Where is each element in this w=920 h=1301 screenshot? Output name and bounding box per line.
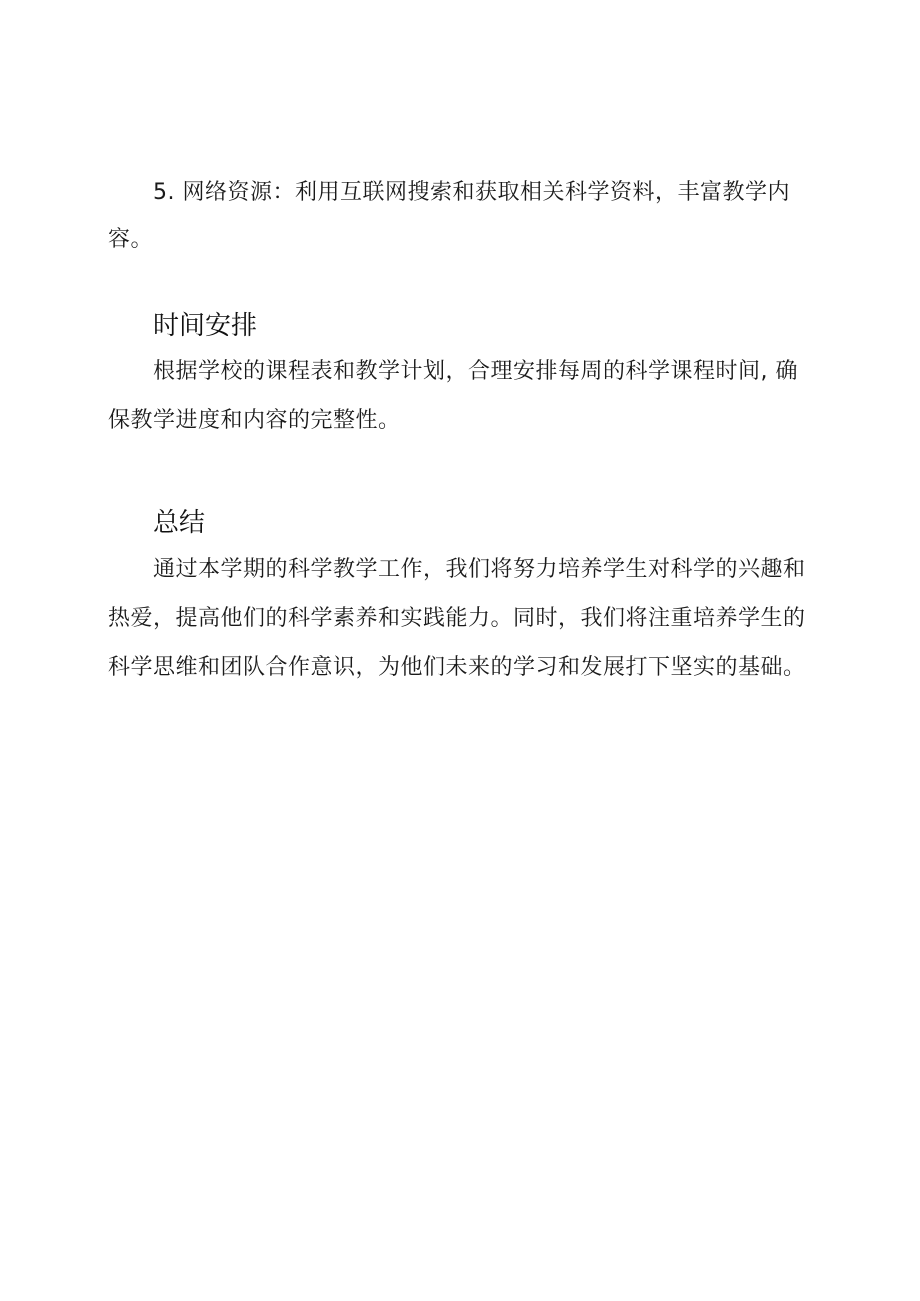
summary-paragraph-line-2: 热爱，提高他们的科学素养和实践能力。同时，我们将注重培养学生的: [108, 606, 806, 631]
network-resources-line-2: 容。: [108, 227, 154, 252]
network-resources-line-1: 5. 网络资源：利用互联网搜索和获取相关科学资料，丰富教学内: [153, 180, 790, 205]
summary-paragraph-line-1: 通过本学期的科学教学工作，我们将努力培养学生对科学的兴趣和: [153, 557, 806, 582]
summary-heading: 总结: [153, 507, 206, 537]
schedule-heading: 时间安排: [153, 310, 258, 340]
schedule-paragraph-line-2: 保教学进度和内容的完整性。: [108, 408, 401, 433]
summary-paragraph-line-3: 科学思维和团队合作意识，为他们未来的学习和发展打下坚实的基础。: [108, 655, 806, 680]
schedule-paragraph-line-1: 根据学校的课程表和教学计划，合理安排每周的科学课程时间, 确: [153, 359, 798, 384]
